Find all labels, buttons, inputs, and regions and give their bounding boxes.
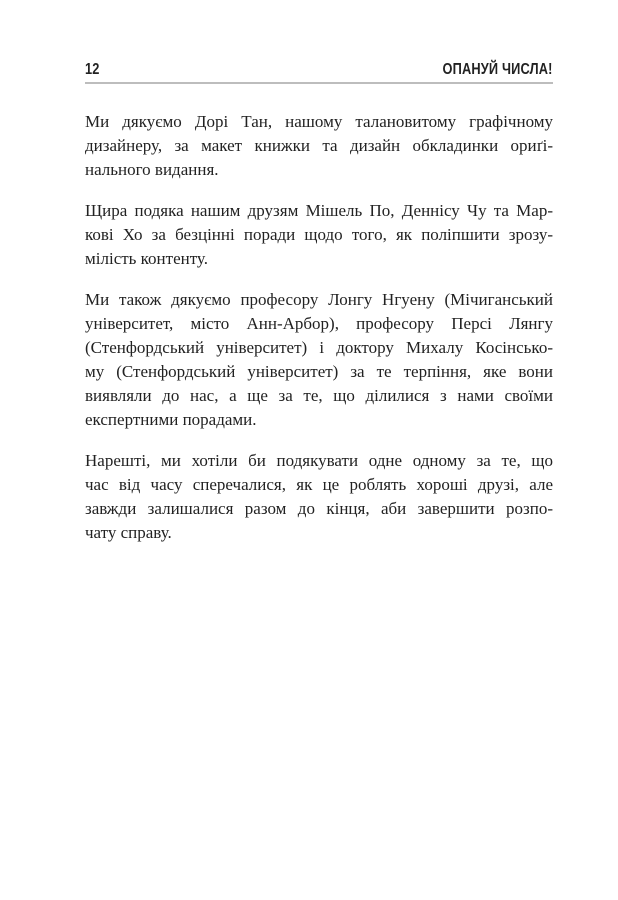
paragraph [85,449,553,545]
paragraph [85,288,553,432]
text-line: Ми також дякуємо професору Лонгу Нгуену (Мічиганський [85,290,553,309]
text-line: му (Стенфордський університет) за те терпіння, яке вони [85,362,553,381]
text-line: завжди залишалися разом до кінця, аби завершити розпо- [85,499,553,518]
text-line: Нарешті, ми хотіли би подякувати одне одному за те, що [85,451,553,470]
page-body [85,110,553,562]
paragraph [85,110,553,182]
text-line: експертними порадами. [85,410,257,429]
text-line: Щира подяка нашим друзям Мішель По, Деннісу Чу та Мар- [85,201,553,220]
text-line: Ми дякуємо Дорі Тан, нашому талановитому графічному [85,112,553,131]
text-line: чату справу. [85,523,172,542]
paragraph [85,199,553,271]
text-line: мілість контенту. [85,249,208,268]
text-line: виявляли до нас, а ще за те, що ділилися з нами своїми [85,386,553,405]
text-line: нального видання. [85,160,219,179]
text-line: (Стенфордський університет) і доктору Михалу Косінсько- [85,338,553,357]
page-number: 12 [85,61,100,78]
text-line: кові Хо за безцінні поради щодо того, як поліпшити зрозу- [85,225,553,244]
text-line: університет, місто Анн-Арбор), професору Персі Лянгу [85,314,553,333]
book-title: ОПАНУЙ ЧИСЛА! [442,61,553,78]
text-line: дизайнеру, за макет книжки та дизайн обкладинки ориґі- [85,136,553,155]
text-line: час від часу сперечалися, як це роблять хороші друзі, але [85,475,553,494]
running-header [85,60,553,84]
